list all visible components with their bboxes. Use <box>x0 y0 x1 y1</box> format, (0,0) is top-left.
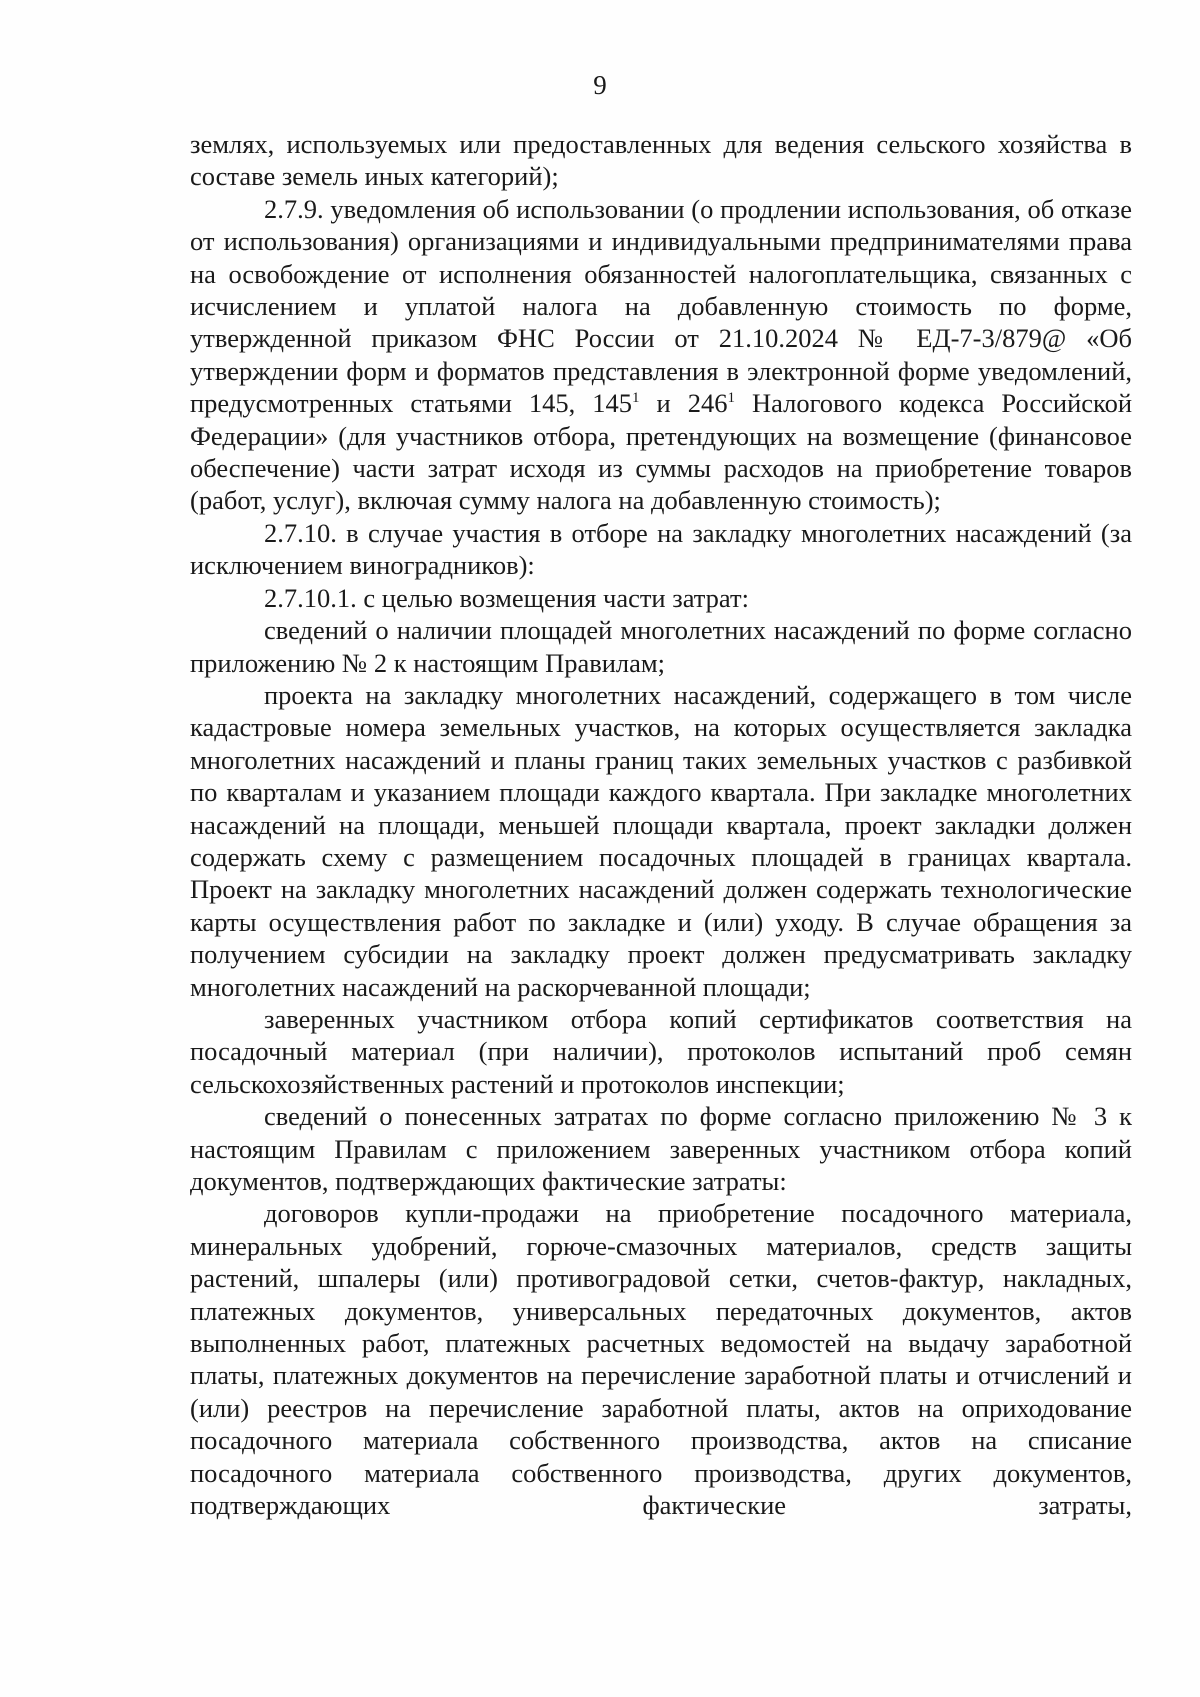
superscript-246-1: 1 <box>727 390 735 407</box>
paragraph-2-7-10-1: 2.7.10.1. с целью возмещения части затрат: <box>264 582 749 613</box>
paragraph-2-7-9-text-c: Налогового кодекса Российской Федерации» (для участников отбора, претендующих на возмещение (финансовое обеспечение) части затрат исходя из суммы расходов на приобретение товаров (работ, услуг), включая сумму налога на добавленную стоимость); <box>190 388 1132 516</box>
paragraph-expenses-info: сведений о понесенных затратах по форме согласно приложению № 3 к настоящим Правилам с приложением заверенных участником отбора копий документов, подтверждающих фактические затраты: <box>190 1101 1132 1196</box>
paragraph-contracts-list: договоров купли-продажи на приобретение посадочного материала, минеральных удобрений, горюче-смазочных материалов, средств защиты растений, шпалеры (или) противоградовой сетки, счетов-фактур, накладных, платежных документов, универсальных передаточных документов, актов выполненных работ, платежных расчетных ведомостей на выдачу заработной платы, платежных документов на перечисление заработной платы и отчислений и (или) реестров на перечисление заработной платы, актов на оприходование посадочного материала собственного производства, актов на списание посадочного материала собственного производства, других документов, подтверждающих фактические затраты, <box>190 1198 1132 1521</box>
paragraph-2-7-10: 2.7.10. в случае участия в отборе на закладку многолетних насаждений (за исключением виноградников): <box>190 517 1132 581</box>
paragraph-certificates: заверенных участником отбора копий сертификатов соответствия на посадочный материал (при наличии), протоколов испытаний проб семян сельскохозяйственных растений и протоколов инспекции; <box>190 1003 1132 1099</box>
paragraph-planting-project: проекта на закладку многолетних насаждений, содержащего в том числе кадастровые номера земельных участков, на которых осуществляется закладка многолетних насаждений и планы границ таких земельных участков с разбивкой по кварталам и указанием площади каждого квартала. При закладке многолетних насаждений на площади, меньшей площади квартала, проект закладки должен содержать схему с размещением посадочных площадей в границах квартала. Проект на закладку многолетних насаждений должен содержать технологические карты осуществления работ по закладке и (или) уходу. В случае обращения за получением субсидии на закладку проект должен предусматривать закладку многолетних насаждений на раскорчеванной площади; <box>190 679 1132 1002</box>
document-body <box>190 128 1132 1521</box>
paragraph-lands-continuation: землях, используемых или предоставленных для ведения сельского хозяйства в составе земель иных категорий); <box>190 129 1132 192</box>
paragraph-2-7-9-text-b: и 246 <box>639 388 728 419</box>
page-number: 9 <box>593 70 607 100</box>
paragraph-area-info: сведений о наличии площадей многолетних насаждений по форме согласно приложению № 2 к настоящим Правилам; <box>190 615 1132 678</box>
paragraph-2-7-9-text-a: 2.7.9. уведомления об использовании (о продлении использования, об отказе от использования) организациями и индивидуальными предпринимателями права на освобождение от исполнения обязанностей налогоплательщика, связанных с исчислением и уплатой налога на добавленную стоимость по форме, утвержденной приказом ФНС России от 21.10.2024 № ЕД-7-3/879@ «Об утверждении форм и форматов представления в электронной форме уведомлений, предусмотренных статьями 145, 145 <box>190 193 1132 419</box>
paragraph-2-7-9 <box>190 193 1132 517</box>
superscript-145-1: 1 <box>632 390 640 407</box>
